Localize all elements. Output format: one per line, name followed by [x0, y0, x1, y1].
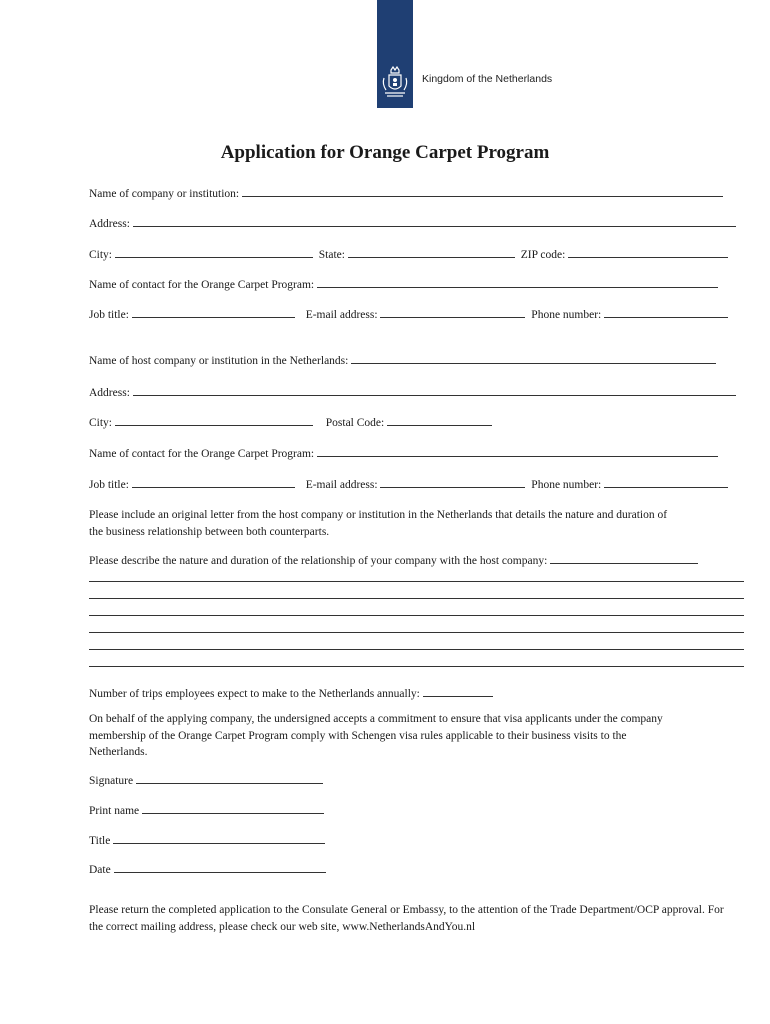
- host-job-label: Job title:: [89, 479, 129, 491]
- relationship-field[interactable]: [550, 553, 698, 564]
- brand-name: Kingdom of the Netherlands: [422, 73, 553, 85]
- letter-note: Please include an original letter from the host company or institution in the Netherlands that details the nature and duration of the business relationship between both counterparts.: [89, 509, 668, 538]
- job-field[interactable]: [132, 307, 295, 318]
- signature-label: Signature: [89, 775, 134, 787]
- host-address-row: [89, 385, 736, 399]
- host-phone-label: Phone number:: [531, 479, 602, 491]
- host-job-row: [89, 477, 728, 491]
- relationship-line-2[interactable]: [89, 598, 744, 599]
- print-name-label: Print name: [89, 805, 140, 817]
- email-label: E-mail address:: [305, 309, 378, 321]
- print-name-row: [89, 803, 324, 817]
- royal-crest-icon: [380, 66, 410, 100]
- state-label: State:: [318, 249, 345, 261]
- relationship-line-1[interactable]: [89, 581, 744, 582]
- relationship-line-4[interactable]: [89, 632, 744, 633]
- host-contact-field[interactable]: [317, 446, 718, 457]
- company-row: [89, 186, 723, 200]
- company-label: Name of company or institution:: [89, 188, 240, 200]
- host-email-field[interactable]: [380, 477, 525, 488]
- page-title: Application for Orange Carpet Program: [220, 142, 550, 163]
- host-address-field[interactable]: [133, 385, 736, 396]
- relationship-label: Please describe the nature and duration of the relationship of your company with the host company:: [89, 555, 548, 567]
- address-field[interactable]: [133, 216, 736, 227]
- host-city-field[interactable]: [115, 415, 313, 426]
- phone-label: Phone number:: [531, 309, 602, 321]
- city-label: City:: [89, 249, 113, 261]
- logo-bar: [377, 0, 413, 108]
- host-email-label: E-mail address:: [305, 479, 378, 491]
- title-row: [89, 833, 325, 847]
- signature-field[interactable]: [136, 773, 323, 784]
- company-field[interactable]: [242, 186, 723, 197]
- state-field[interactable]: [348, 247, 515, 258]
- host-company-field[interactable]: [351, 353, 716, 364]
- host-contact-row: [89, 446, 718, 460]
- host-company-label: Name of host company or institution in the Netherlands:: [89, 355, 349, 367]
- host-address-label: Address:: [89, 387, 130, 399]
- return-note: Please return the completed application to the Consulate General or Embassy, to the attention of the Trade Department/OCP approval. For the correct mailing address, please check our web site, www.NetherlandsAndYou.nl: [89, 904, 724, 933]
- signature-row: [89, 773, 323, 787]
- date-row: [89, 862, 326, 876]
- host-contact-label: Name of contact for the Orange Carpet Program:: [89, 448, 315, 460]
- commitment-text: On behalf of the applying company, the undersigned accepts a commitment to ensure that visa applicants under the company membership of the Orange Carpet Program comply with Schengen visa rules applicable to their business visits to the Netherlands.: [89, 713, 663, 758]
- zip-label: ZIP code:: [520, 249, 566, 261]
- title-field[interactable]: [113, 833, 325, 844]
- trips-field[interactable]: [423, 686, 493, 697]
- contact-label: Name of contact for the Orange Carpet Program:: [89, 279, 315, 291]
- contact-field[interactable]: [317, 277, 718, 288]
- address-row: [89, 216, 736, 230]
- print-name-field[interactable]: [142, 803, 324, 814]
- host-job-field[interactable]: [132, 477, 295, 488]
- relationship-line-6[interactable]: [89, 666, 744, 667]
- trips-row: [89, 686, 493, 700]
- host-city-label: City:: [89, 417, 113, 429]
- relationship-line-5[interactable]: [89, 649, 744, 650]
- host-phone-field[interactable]: [604, 477, 728, 488]
- zip-field[interactable]: [568, 247, 728, 258]
- host-city-row: [89, 415, 492, 429]
- phone-field[interactable]: [604, 307, 728, 318]
- email-field[interactable]: [380, 307, 525, 318]
- job-row: [89, 307, 728, 321]
- host-company-row: [89, 353, 716, 367]
- contact-row: [89, 277, 718, 291]
- date-field[interactable]: [114, 862, 326, 873]
- postal-code-field[interactable]: [387, 415, 492, 426]
- address-label: Address:: [89, 218, 130, 230]
- job-label: Job title:: [89, 309, 129, 321]
- postal-code-label: Postal Code:: [325, 417, 385, 429]
- city-row: [89, 247, 728, 261]
- relationship-line-3[interactable]: [89, 615, 744, 616]
- city-field[interactable]: [115, 247, 313, 258]
- title-label: Title: [89, 835, 111, 847]
- date-label: Date: [89, 864, 111, 876]
- trips-label: Number of trips employees expect to make to the Netherlands annually:: [89, 688, 420, 700]
- relationship-row: [89, 553, 698, 567]
